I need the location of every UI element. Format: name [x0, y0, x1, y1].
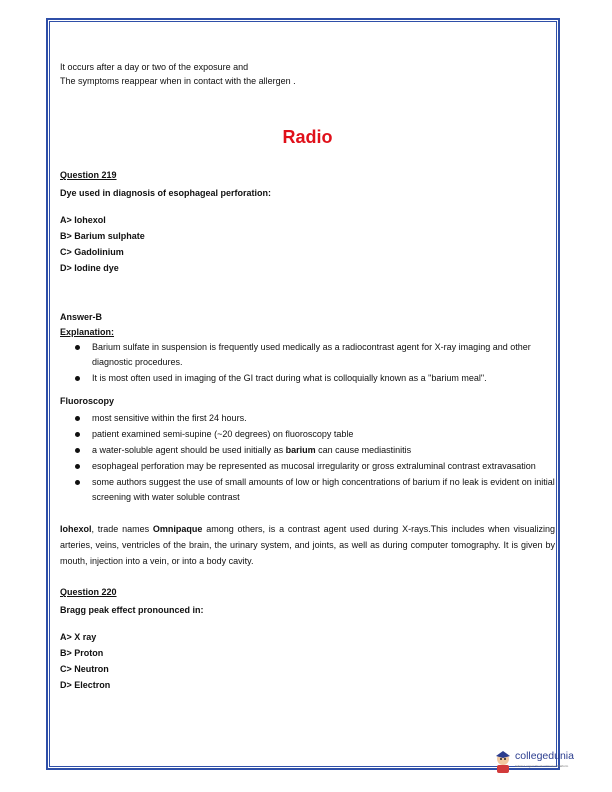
fluoroscopy-bold-barium: barium: [285, 445, 316, 455]
option-a: A> Iohexol: [60, 215, 106, 225]
question-219-text: Dye used in diagnosis of esophageal perforation:: [60, 188, 272, 198]
question-220-options: [60, 629, 555, 693]
fluoroscopy-text: a water-soluble agent should be used initially as: [92, 445, 286, 455]
explanation-label: Explanation:: [60, 327, 115, 337]
question-220-text: Bragg peak effect pronounced in:: [60, 605, 204, 615]
explanation-point: Barium sulfate in suspension is frequently used medically as a radiocontrast agent for X-ray imaging and other diagnostic procedures.: [92, 340, 555, 370]
collegedunia-logo: [493, 748, 583, 778]
explanation-point: It is most often used in imaging of the GI tract during what is colloquially known as a "barium meal".: [92, 371, 555, 386]
bold-omnipaque: Omnipaque: [152, 524, 203, 534]
option-d: D> Electron: [60, 680, 111, 690]
intro-line-2: The symptoms reappear when in contact with the allergen .: [60, 76, 296, 86]
option-b: B> Barium sulphate: [60, 231, 145, 241]
option-c: C> Gadolinium: [60, 247, 124, 257]
mascot-icon: [493, 750, 513, 774]
option-d: D> Iodine dye: [60, 263, 119, 273]
document-content: [60, 60, 555, 693]
iohexol-paragraph: [60, 521, 555, 569]
intro-line-1: It occurs after a day or two of the exposure and: [60, 62, 249, 72]
fluoroscopy-text: can cause mediastinitis: [315, 445, 412, 455]
logo-text: collegedunia: [515, 750, 574, 762]
paragraph-text: , trade names: [91, 524, 153, 534]
fluoroscopy-heading: Fluoroscopy: [60, 396, 115, 406]
paragraph-text: among others, is a contrast agent used during X-rays.This includes when visualizing arteries, veins, ventricles of the brain, the urinary system, and joints, as well as during computer tomography. It is given by mouth, injection into a vein, or into a body cavity.: [60, 524, 555, 566]
question-220-heading: Question 220: [60, 587, 117, 597]
explanation-list: [60, 340, 555, 386]
option-a: A> X ray: [60, 632, 97, 642]
logo-tagline: India's Largest Student Review Platform: [515, 764, 569, 768]
question-219-heading: Question 219: [60, 170, 117, 180]
bold-iohexol: Iohexol: [60, 524, 92, 534]
fluoroscopy-point: patient examined semi-supine (~20 degrees) on fluoroscopy table: [92, 427, 555, 442]
section-title: Radio: [282, 127, 333, 147]
fluoroscopy-point: [92, 443, 555, 458]
fluoroscopy-list: [60, 411, 555, 505]
answer-219: Answer-B: [60, 312, 103, 322]
fluoroscopy-point: most sensitive within the first 24 hours.: [92, 411, 555, 426]
fluoroscopy-point: some authors suggest the use of small amounts of low or high concentrations of barium if no leak is evident on initial screening with water soluble contrast: [92, 475, 555, 505]
fluoroscopy-point: esophageal perforation may be represented as mucosal irregularity or gross extraluminal contrast extravasation: [92, 459, 555, 474]
option-c: C> Neutron: [60, 664, 109, 674]
question-219-options: [60, 212, 555, 276]
option-b: B> Proton: [60, 648, 104, 658]
